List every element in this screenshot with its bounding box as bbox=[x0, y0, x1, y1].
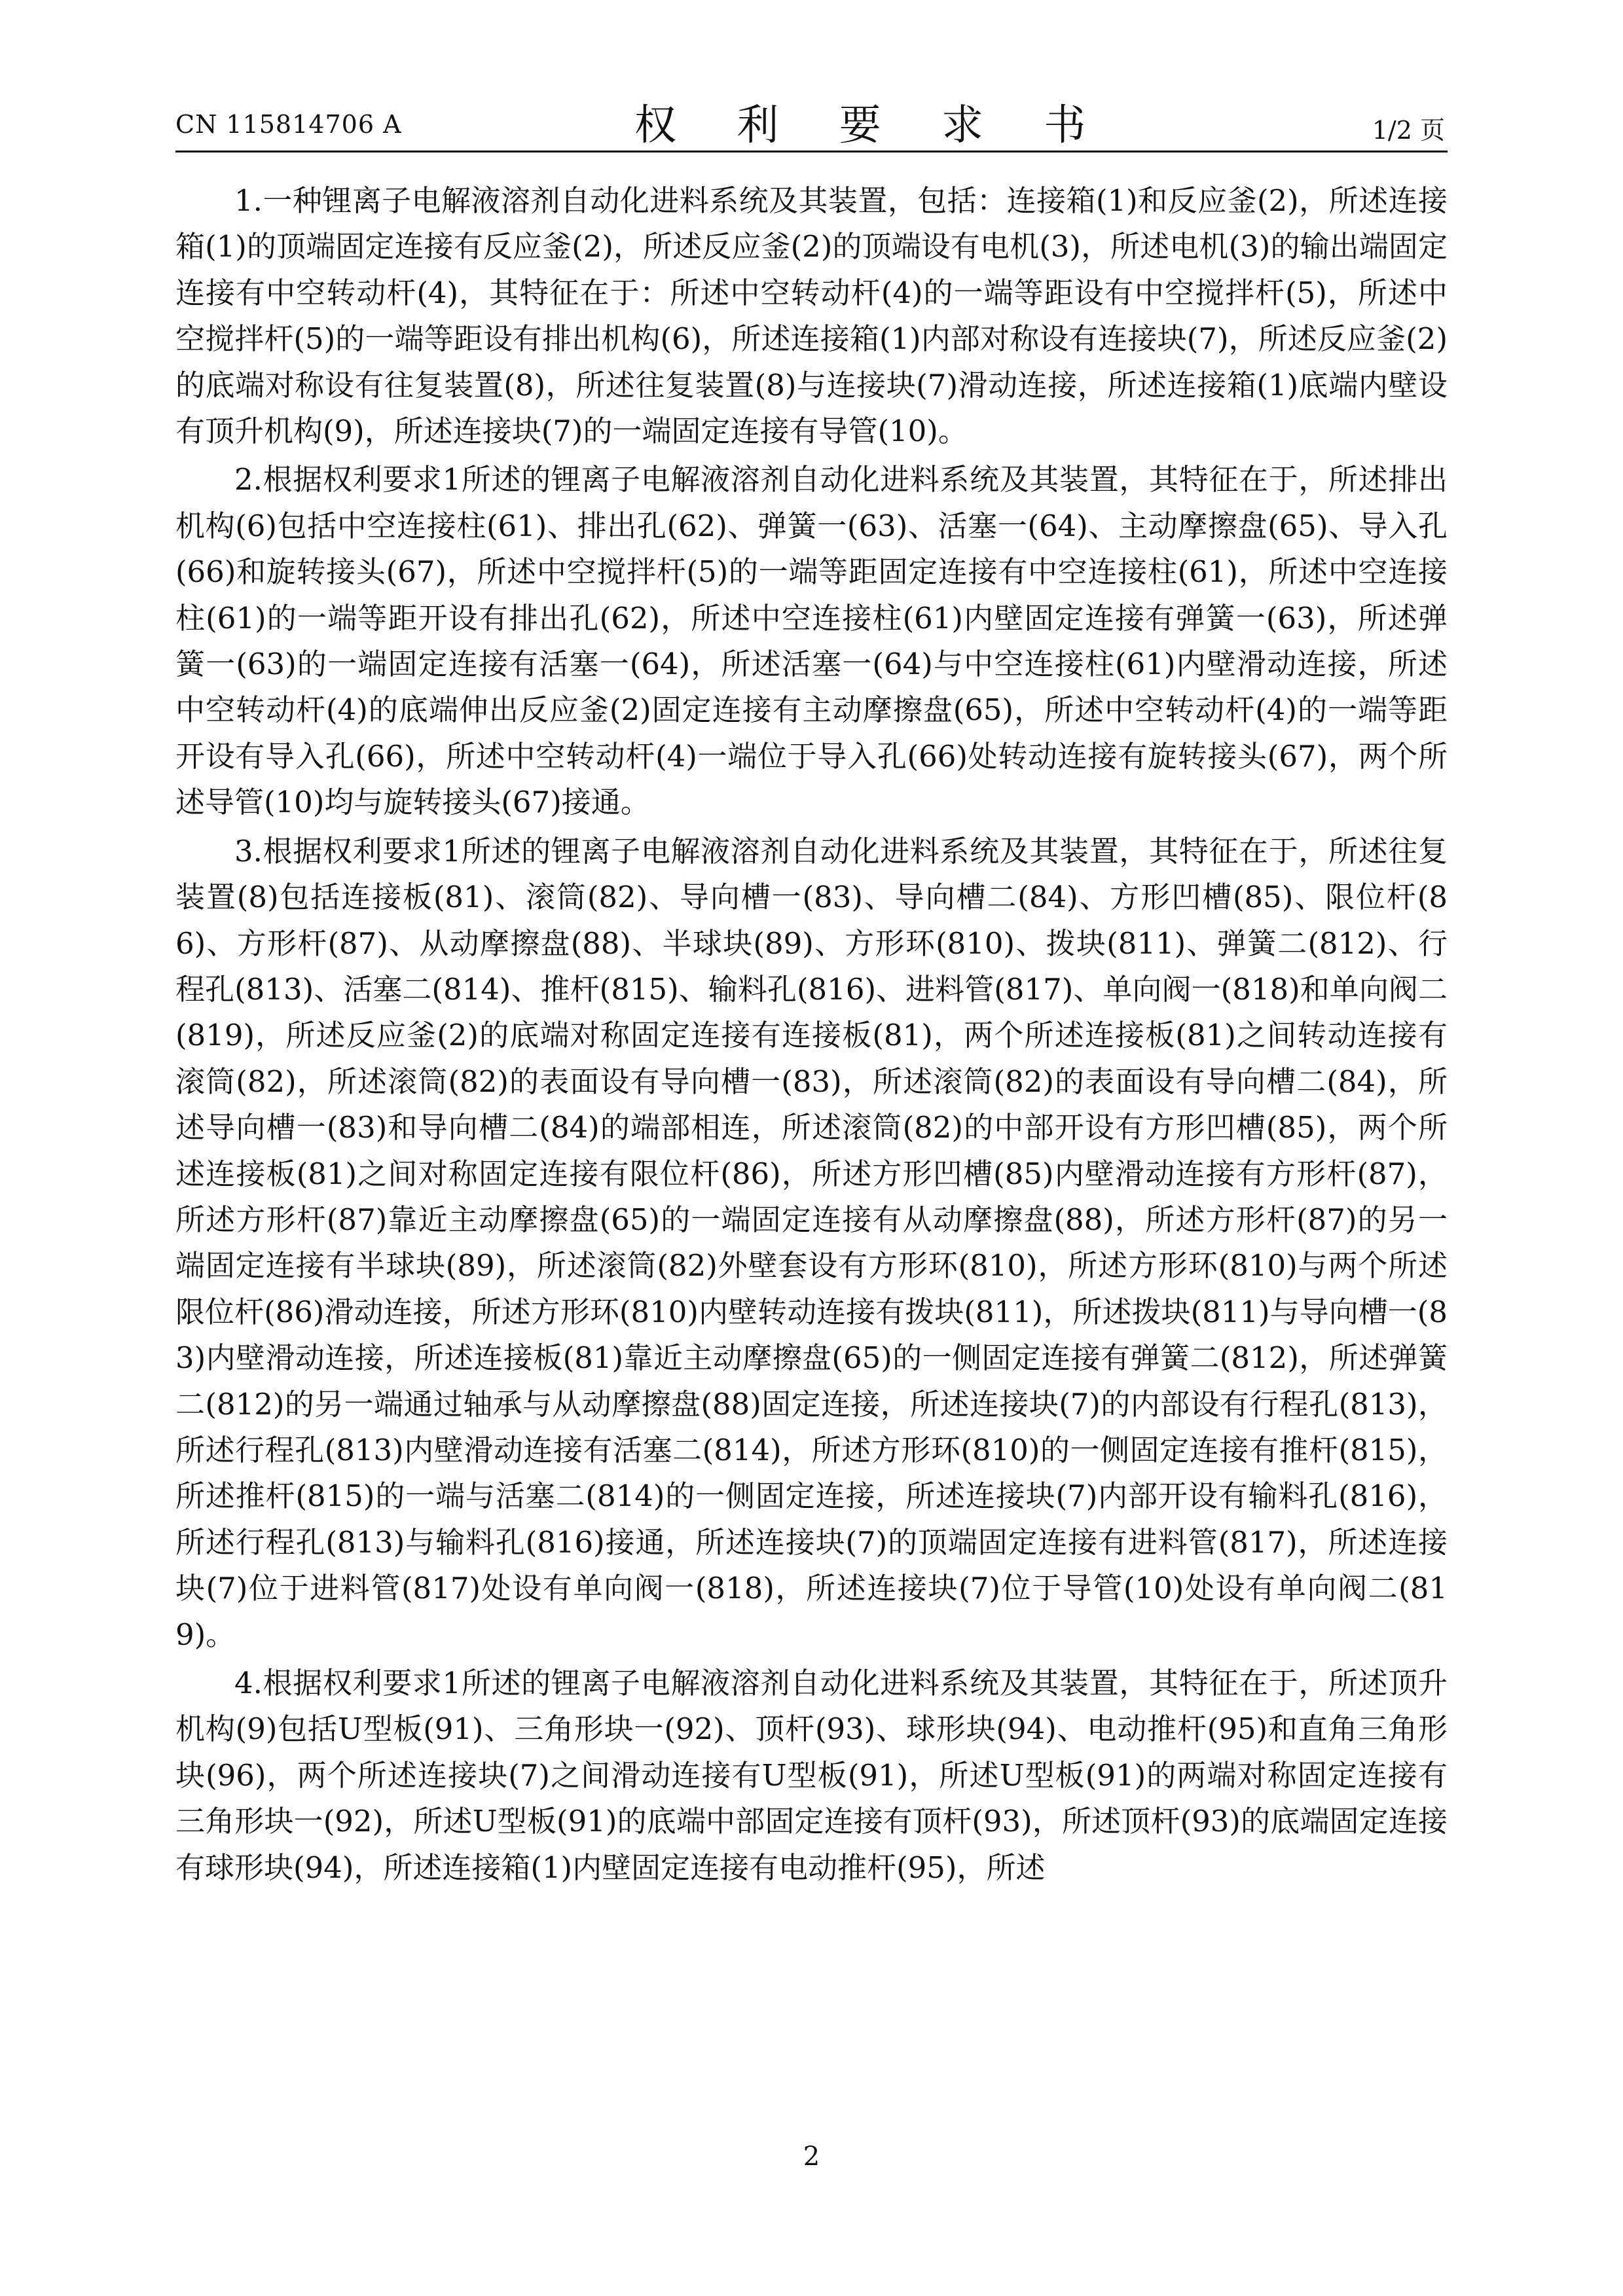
claim-3: 3.根据权利要求1所述的锂离子电解液溶剂自动化进料系统及其装置，其特征在于，所述往复装置(8)包括连接板(81)、滚筒(82)、导向槽一(83)、导向槽二(84)、方形凹槽(85)、限位杆(86)、方形杆(87)、从动摩擦盘(88)、半球块(89)、方形环(810)、拨块(811)、弹簧二(812)、行程孔(813)、活塞二(814)、推杆(815)、输料孔(816)、进料管(817)、单向阀一(818)和单向阀二(819)，所述反应釜(2)的底端对称固定连接有连接板(81)，两个所述连接板(81)之间转动连接有滚筒(82)，所述滚筒(82)的表面设有导向槽一(83)，所述滚筒(82)的表面设有导向槽二(84)，所述导向槽一(83)和导向槽二(84)的端部相连，所述滚筒(82)的中部开设有方形凹槽(85)，两个所述连接板(81)之间对称固定连接有限位杆(86)，所述方形凹槽(85)内壁滑动连接有方形杆(87)，所述方形杆(87)靠近主动摩擦盘(65)的一端固定连接有从动摩擦盘(88)，所述方形杆(87)的另一端固定连接有半球块(89)，所述滚筒(82)外壁套设有方形环(810)，所述方形环(810)与两个所述限位杆(86)滑动连接，所述方形环(810)内壁转动连接有拨块(811)，所述拨块(811)与导向槽一(83)内壁滑动连接，所述连接板(81)靠近主动摩擦盘(65)的一侧固定连接有弹簧二(812)，所述弹簧二(812)的另一端通过轴承与从动摩擦盘(88)固定连接，所述连接块(7)的内部设有行程孔(813)，所述行程孔(813)内壁滑动连接有活塞二(814)，所述方形环(810)的一侧固定连接有推杆(815)，所述推杆(815)的一端与活塞二(814)的一侧固定连接，所述连接块(7)内部开设有输料孔(816)，所述行程孔(813)与输料孔(816)接通，所述连接块(7)的顶端固定连接有进料管(817)，所述连接块(7)位于进料管(817)处设有单向阀一(818)，所述连接块(7)位于导管(10)处设有单向阀二(819)。 bbox=[175, 833, 1448, 1652]
claim-2: 2.根据权利要求1所述的锂离子电解液溶剂自动化进料系统及其装置，其特征在于，所述排出机构(6)包括中空连接柱(61)、排出孔(62)、弹簧一(63)、活塞一(64)、主动摩擦盘(65)、导入孔(66)和旋转接头(67)，所述中空搅拌杆(5)的一端等距固定连接有中空连接柱(61)，所述中空连接柱(61)的一端等距开设有排出孔(62)，所述中空连接柱(61)内壁固定连接有弹簧一(63)，所述弹簧一(63)的一端固定连接有活塞一(64)，所述活塞一(64)与中空连接柱(61)内壁滑动连接，所述中空转动杆(4)的底端伸出反应釜(2)固定连接有主动摩擦盘(65)，所述中空转动杆(4)的一端等距开设有导入孔(66)，所述中空转动杆(4)一端位于导入孔(66)处转动连接有旋转接头(67)，两个所述导管(10)均与旋转接头(67)接通。 bbox=[175, 462, 1448, 820]
page-header bbox=[0, 0, 1623, 157]
claim-4: 4.根据权利要求1所述的锂离子电解液溶剂自动化进料系统及其装置，其特征在于，所述顶升机构(9)包括U型板(91)、三角形块一(92)、顶杆(93)、球形块(94)、电动推杆(95)和直角三角形块(96)，两个所述连接块(7)之间滑动连接有U型板(91)，所述U型板(91)的两端对称固定连接有三角形块一(92)，所述U型板(91)的底端中部固定连接有顶杆(93)，所述顶杆(93)的底端固定连接有球形块(94)，所述连接箱(1)内壁固定连接有电动推杆(95)，所述 bbox=[175, 1666, 1448, 1885]
page-number: 2 bbox=[803, 2142, 820, 2172]
document-title: 权 利 要 求 书 bbox=[634, 101, 1110, 150]
claim-1: 1.一种锂离子电解液溶剂自动化进料系统及其装置，包括：连接箱(1)和反应釜(2)，所述连接箱(1)的顶端固定连接有反应釜(2)，所述反应釜(2)的顶端设有电机(3)，所述电机(3)的输出端固定连接有中空转动杆(4)，其特征在于：所述中空转动杆(4)的一端等距设有中空搅拌杆(5)，所述中空搅拌杆(5)的一端等距设有排出机构(6)，所述连接箱(1)内部对称设有连接块(7)，所述反应釜(2)的底端对称设有往复装置(8)，所述往复装置(8)与连接块(7)滑动连接，所述连接箱(1)底端内壁设有顶升机构(9)，所述连接块(7)的一端固定连接有导管(10)。 bbox=[175, 183, 1448, 449]
header-divider bbox=[175, 151, 1448, 152]
claims-body bbox=[175, 178, 1448, 1893]
publication-number: CN 115814706 A bbox=[175, 110, 402, 139]
page-indicator: 1/2 页 bbox=[1372, 116, 1445, 145]
